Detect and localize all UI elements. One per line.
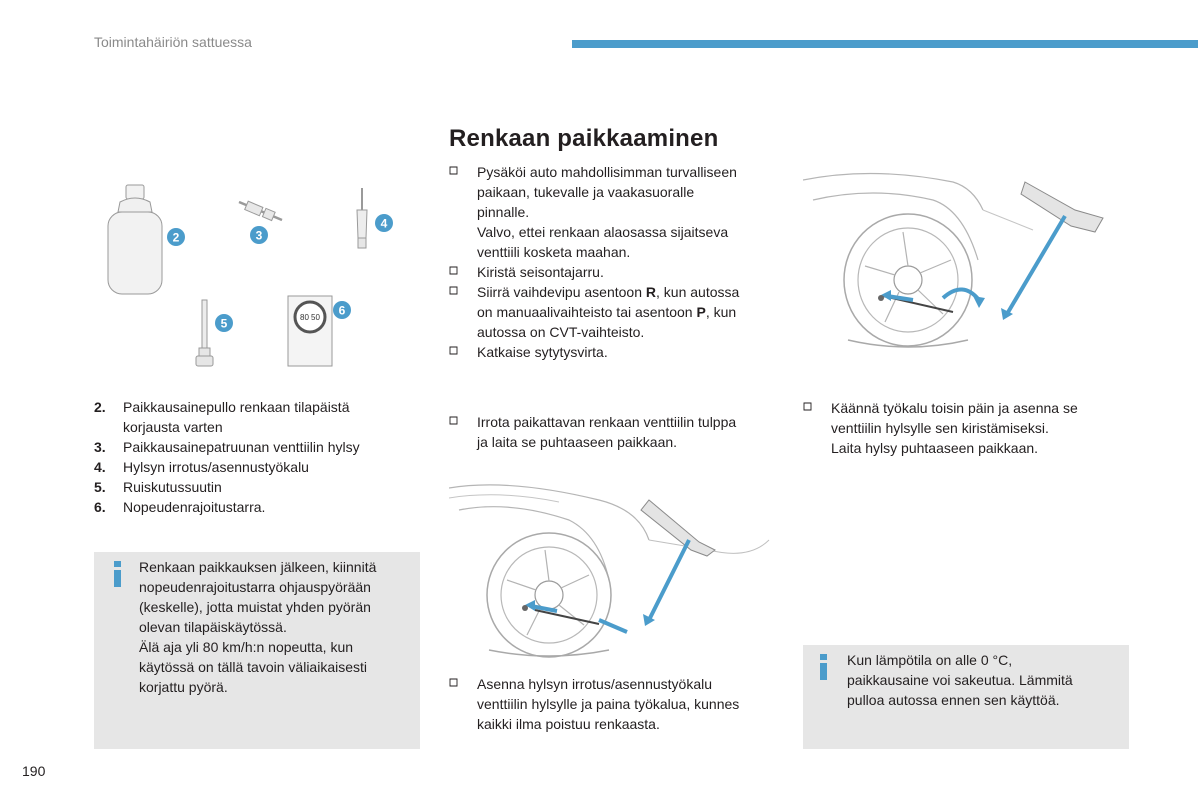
step-text-line: Irrota paikattavan renkaan venttiilin tulppa xyxy=(477,414,737,430)
checkbox-bullet-icon xyxy=(449,266,458,275)
speed-limit-sticker-icon xyxy=(288,296,332,366)
kit-parts-list xyxy=(94,397,414,517)
repair-kit-drawing xyxy=(96,180,426,375)
info-box-speed-sticker xyxy=(94,552,420,749)
info-icon xyxy=(113,561,122,587)
list-item-label: Paikkausainepatruunan venttiilin hylsy xyxy=(123,439,360,455)
info-text-line: olevan tilapäiskäytössä. xyxy=(139,619,287,635)
step-text-line: venttiili kosketa maahan. xyxy=(477,244,631,260)
step-text: , kun xyxy=(705,304,737,320)
list-item xyxy=(94,437,414,457)
checkbox-bullet-icon xyxy=(449,346,458,355)
list-item xyxy=(94,497,414,517)
info-text-line: Renkaan paikkauksen jälkeen, kiinnitä xyxy=(139,559,377,575)
info-text-line: Älä aja yli 80 km/h:n nopeutta, kun xyxy=(139,639,354,655)
list-item xyxy=(94,457,414,477)
tighten-valve-drawing xyxy=(803,170,1129,360)
checkbox-bullet-icon xyxy=(449,166,458,175)
list-item xyxy=(94,477,414,497)
checkbox-bullet-icon xyxy=(449,678,458,687)
checkbox-bullet-icon xyxy=(803,402,812,411)
step-text: on manuaalivaihteisto tai asentoon xyxy=(477,304,697,320)
step-ignition xyxy=(449,342,779,362)
step-text-line: venttiilin hylsylle sen kiristämiseksi. xyxy=(831,420,1049,436)
list-item-number: 6. xyxy=(94,499,106,515)
info-text-line: (keskelle), jotta muistat yhden pyörän xyxy=(139,599,371,615)
step-text-line: pinnalle. xyxy=(477,204,530,220)
step-park xyxy=(449,162,779,262)
page-heading: Renkaan paikkaaminen xyxy=(449,125,719,152)
list-item-label: Paikkausainepullo renkaan tilapäistä xyxy=(123,399,350,415)
step-text-line: paikaan, tukevalle ja vaakasuoralle xyxy=(477,184,695,200)
step-text-line: Asenna hylsyn irrotus/asennustyökalu xyxy=(477,676,713,692)
step-text-line: kaikki ilma poistuu renkaasta. xyxy=(477,716,660,732)
callout-3-label: 3 xyxy=(255,228,263,243)
list-item-number: 4. xyxy=(94,459,106,475)
step-text-line: Käännä työkalu toisin päin ja asenna se xyxy=(831,400,1078,416)
info-text-line: käytössä on tällä tavoin väliaikaisesti xyxy=(139,659,368,675)
info-text-line: pulloa autossa ennen sen käyttöä. xyxy=(847,692,1060,708)
step-text-line: Katkaise sytytysvirta. xyxy=(477,344,608,360)
step-text-line: autossa on CVT-vaihteisto. xyxy=(477,324,645,340)
list-item-number: 2. xyxy=(94,399,106,415)
info-text-line: nopeudenrajoitustarra ohjauspyörään xyxy=(139,579,371,595)
list-item xyxy=(94,397,414,437)
sealant-bottle-icon xyxy=(108,185,162,294)
sticker-speed-80: 80 xyxy=(300,313,309,322)
callout-2-label: 2 xyxy=(172,230,180,245)
step-text-line: Laita hylsy puhtaaseen paikkaan. xyxy=(831,440,1039,456)
callout-4-label: 4 xyxy=(380,216,388,231)
info-box-temperature xyxy=(803,645,1129,749)
step-text-line: ja laita se puhtaaseen paikkaan. xyxy=(477,434,678,450)
step-text-line: Kiristä seisontajarru. xyxy=(477,264,604,280)
step-text-line: venttiilin hylsylle ja paina työkalua, kunnes xyxy=(477,696,740,712)
list-item-number: 3. xyxy=(94,439,106,455)
removal-tool-icon xyxy=(357,188,367,248)
checkbox-bullet-icon xyxy=(449,416,458,425)
page-number: 190 xyxy=(22,763,46,779)
list-item-label: korjausta varten xyxy=(123,419,223,435)
step-remove-cap xyxy=(449,412,779,452)
step-text-line: Valvo, ettei renkaan alaosassa sijaitseva xyxy=(477,224,729,240)
step-handbrake xyxy=(449,262,779,282)
tighten-valve-illustration xyxy=(803,170,1129,360)
repair-kit-illustration xyxy=(96,180,426,375)
step-gear-lever xyxy=(449,282,779,342)
info-text-line: paikkausaine voi sakeutua. Lämmitä xyxy=(847,672,1073,688)
checkbox-bullet-icon xyxy=(449,286,458,295)
valve-core-icon xyxy=(239,201,282,220)
list-item-label: Ruiskutussuutin xyxy=(123,479,222,495)
sticker-speed-50: 50 xyxy=(311,313,320,322)
list-item-label: Hylsyn irrotus/asennustyökalu xyxy=(123,459,309,475)
gear-r-label: R xyxy=(645,284,657,300)
injection-nozzle-icon xyxy=(196,300,213,366)
callout-5-label: 5 xyxy=(220,316,228,331)
list-item-number: 5. xyxy=(94,479,106,495)
step-text-line: Pysäköi auto mahdollisimman turvalliseen xyxy=(477,164,737,180)
header-accent-bar xyxy=(572,40,1198,48)
gear-p-label: P xyxy=(696,304,706,320)
info-icon xyxy=(819,654,828,680)
callout-6-label: 6 xyxy=(338,303,346,318)
step-text: , kun autossa xyxy=(656,284,740,300)
step-text: Siirrä vaihdevipu asentoon xyxy=(477,284,646,300)
deflate-tyre-illustration xyxy=(449,480,775,660)
deflate-tyre-drawing xyxy=(449,480,775,660)
info-text-line: korjattu pyörä. xyxy=(139,679,228,695)
step-tighten-valve xyxy=(803,398,1129,458)
step-deflate-tyre xyxy=(449,674,779,734)
section-title: Toimintahäiriön sattuessa xyxy=(94,34,252,50)
info-text-line: Kun lämpötila on alle 0 °C, xyxy=(847,652,1013,668)
list-item-label: Nopeudenrajoitustarra. xyxy=(123,499,266,515)
